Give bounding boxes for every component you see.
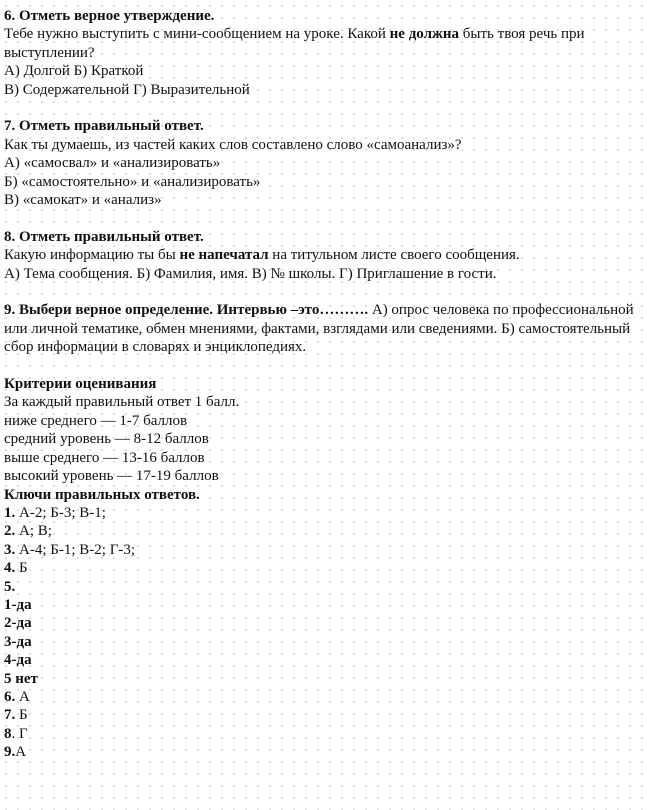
answer-2: 2. А; В; xyxy=(4,523,52,540)
q9-text: А) опрос человека по профессиональной или личной тематике, обмен мнениями, фактами, взглядами или сведениями. Б) самостоятельный сбор информации в словарях и энциклопедиях. xyxy=(4,302,634,356)
criteria-line: выше среднего — 13-16 баллов xyxy=(4,449,205,466)
answer-3: 3. А-4; Б-1; В-2; Г-3; xyxy=(4,541,136,558)
answer-7: 7. Б xyxy=(4,707,28,724)
criteria-title: Критерии оценивания xyxy=(4,376,157,393)
answer-1: 1. А-2; Б-3; В-1; xyxy=(4,504,106,521)
criteria-line: За каждый правильный ответ 1 балл. xyxy=(4,394,240,411)
q6-text-emphasis: не должна xyxy=(389,26,460,43)
q7-title: 7. Отметь правильный ответ. xyxy=(4,118,204,135)
answer-9: 9.А xyxy=(4,744,27,761)
q6-option-line-1: А) Долгой Б) Краткой xyxy=(4,63,144,80)
answer-5-item: 4-да xyxy=(4,652,32,669)
q7-option-b: Б) «самостоятельно» и «анализировать» xyxy=(4,173,261,190)
q8-options: А) Тема сообщения. Б) Фамилия, имя. В) № школы. Г) Приглашение в гости. xyxy=(4,265,497,282)
q7-option-a: А) «самосвал» и «анализировать» xyxy=(4,155,221,172)
answer-8: 8. Г xyxy=(4,725,28,742)
answer-5-item: 3-да xyxy=(4,633,32,650)
q7-question: Как ты думаешь, из частей каких слов составлено слово «самоанализ»? xyxy=(4,136,462,153)
q9-block xyxy=(4,301,641,356)
answer-5-item: 2-да xyxy=(4,615,32,632)
q6-text: Тебе нужно выступить с мини-сообщением на уроке. Какой не должна быть твоя речь при выступлении? xyxy=(4,26,585,61)
q8-title: 8. Отметь правильный ответ. xyxy=(4,228,204,245)
criteria-line: ниже среднего — 1-7 баллов xyxy=(4,412,188,429)
q6-option-line-2: В) Содержательной Г) Выразительной xyxy=(4,81,250,98)
answer-6: 6. А xyxy=(4,688,30,705)
answer-4: 4. Б xyxy=(4,560,28,577)
criteria-line: средний уровень — 8-12 баллов xyxy=(4,431,209,448)
criteria-line: высокий уровень — 17-19 баллов xyxy=(4,468,219,485)
answer-5-item: 1-да xyxy=(4,596,32,613)
q8-text: Какую информацию ты бы не напечатал на титульном листе своего сообщения. xyxy=(4,247,520,264)
q8-text-emphasis: не напечатал xyxy=(179,247,269,264)
q6-title: 6. Отметь верное утверждение. xyxy=(4,8,215,24)
keys-title: Ключи правильных ответов. xyxy=(4,486,200,503)
answer-5-item: 5 нет xyxy=(4,670,38,687)
q9-title: 9. Выбери верное определение. Интервью –это………. xyxy=(4,302,369,319)
answer-5: 5. xyxy=(4,578,16,595)
q7-option-c: В) «самокат» и «анализ» xyxy=(4,192,162,209)
